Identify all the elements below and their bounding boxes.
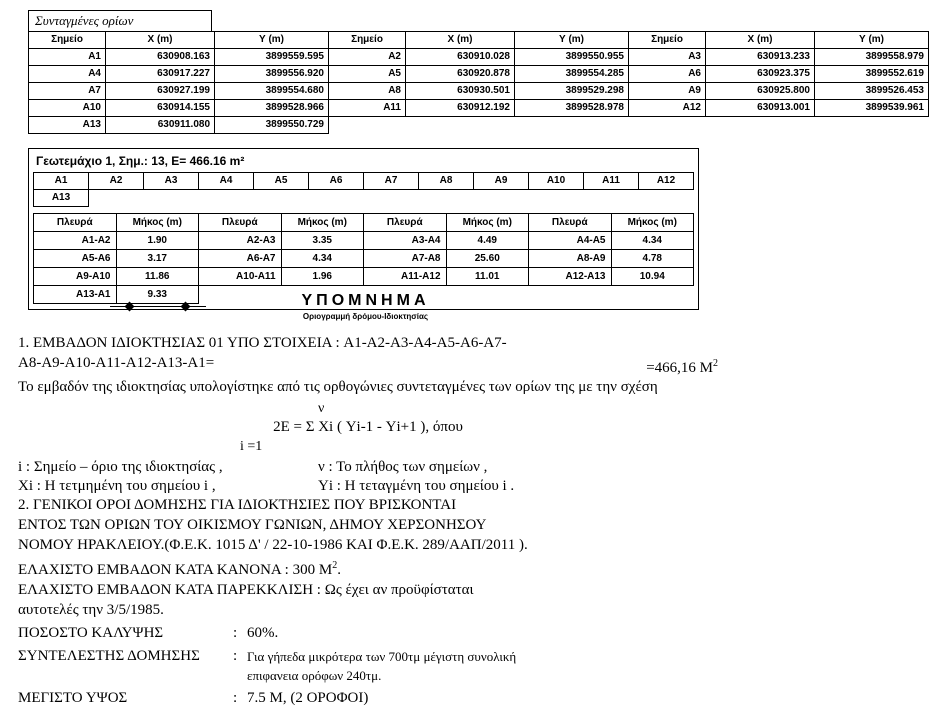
cell-empty [815, 117, 929, 134]
legend-section [0, 292, 731, 321]
point-cell: A1 [34, 173, 89, 190]
side-cell: A3-A4 [364, 232, 447, 250]
point-cell: A11 [584, 173, 639, 190]
length-cell: 4.49 [446, 232, 529, 250]
formula-expression: 2Ε = Σ Χi ( Υi-1 - Υi+1 ), όπου [273, 419, 463, 435]
coverage-separator: : [233, 625, 238, 641]
coverage-row [18, 624, 718, 643]
table-row [29, 83, 929, 100]
formula-legend-i: i : Σημείο – όριο της ιδιοκτησίας , [18, 459, 223, 475]
col-header-point-1: Σημείο [29, 32, 106, 49]
point-cell: A13 [34, 190, 89, 207]
cell-empty [629, 117, 706, 134]
cell: A5 [329, 66, 406, 83]
point-cell: A4 [199, 173, 254, 190]
far-value-line2: επιφανεια ορόφων 240τμ. [247, 668, 382, 683]
note-item2-line2: ΕΝΤΟΣ ΤΩΝ ΟΡΙΩΝ ΤΟΥ ΟΙΚΙΣΜΟΥ ΓΩΝΙΩΝ, ΔΗΜΟΥ ΧΕΡΣΟΝΗΣΟΥ [18, 517, 487, 533]
cell: A10 [29, 100, 106, 117]
cell: 630914.155 [106, 100, 215, 117]
length-cell: 1.96 [281, 268, 364, 286]
cell-empty [144, 190, 199, 207]
col-header-length-3: Μήκος (m) [446, 214, 529, 232]
length-cell: 25.60 [446, 250, 529, 268]
side-cell: A9-A10 [34, 268, 117, 286]
cell: A9 [629, 83, 706, 100]
far-value-line1: Για γήπεδα μικρότερα των 700τμ μέγιστη συνολική [247, 649, 517, 664]
cell: 3899539.961 [815, 100, 929, 117]
cell: 3899528.978 [515, 100, 629, 117]
table-header-row [34, 214, 694, 232]
col-header-x-3: X (m) [706, 32, 815, 49]
note-item2-line3: ΝΟΜΟΥ ΗΡΑΚΛΕΙΟΥ.(Φ.Ε.Κ. 1015 Δ' / 22-10-1986 ΚΑΙ Φ.Ε.Κ. 289/ΑΑΠ/2011 ). [18, 537, 528, 553]
col-header-length-1: Μήκος (m) [116, 214, 199, 232]
point-cell: A5 [254, 173, 309, 190]
point-cell: A7 [364, 173, 419, 190]
note-item1-line1: 1. ΕΜΒΑΔΟΝ ΙΔΙΟΚΤΗΣΙΑΣ 01 ΥΠΟ ΣΤΟΙΧΕΙΑ : A1-A2-A3-A4-A5-A6-A7- [18, 335, 507, 351]
side-cell: A7-A8 [364, 250, 447, 268]
length-cell: 4.78 [611, 250, 694, 268]
table-header-row [29, 32, 929, 49]
parcel-heading: Γεωτεμάχιο 1, Σημ.: 13, Ε= 466.16 m² [36, 154, 245, 168]
formula-legend-yi: Υi : Η τεταγμένη του σημείου i . [318, 478, 515, 494]
cell-empty [309, 190, 364, 207]
cell: A7 [29, 83, 106, 100]
table-row [34, 173, 694, 190]
table-row [34, 250, 694, 268]
cell: 630908.163 [106, 49, 215, 66]
cell: A6 [629, 66, 706, 83]
cell: A4 [29, 66, 106, 83]
cell: 630925.800 [706, 83, 815, 100]
col-header-point-2: Σημείο [329, 32, 406, 49]
cell: 630911.080 [106, 117, 215, 134]
table-row [29, 117, 929, 134]
boundary-line-symbol-icon [110, 302, 206, 312]
cell-empty [419, 190, 474, 207]
col-header-side-2: Πλευρά [199, 214, 282, 232]
cell: 3899554.680 [215, 83, 329, 100]
point-cell: A12 [639, 173, 694, 190]
cell: A1 [29, 49, 106, 66]
note-item1-area-value: =466,16 $M^2$ [646, 358, 718, 376]
table-row [34, 268, 694, 286]
length-cell: 10.94 [611, 268, 694, 286]
side-cell: A13-A1 [34, 286, 117, 304]
point-cell: A10 [529, 173, 584, 190]
table-row [29, 66, 929, 83]
parcel-section [28, 148, 699, 310]
cell-empty [364, 190, 419, 207]
length-cell: 1.90 [116, 232, 199, 250]
note-item1-second: A8-A9-A10-A11-A12-A13-A1= [18, 355, 215, 371]
cell-empty [474, 190, 529, 207]
note-item1-line2 [18, 354, 718, 378]
area-formula [18, 399, 718, 456]
cell: 630913.001 [706, 100, 815, 117]
length-cell: 11.01 [446, 268, 529, 286]
col-header-length-2: Μήκος (m) [281, 214, 364, 232]
far-value [247, 647, 718, 685]
cell: 3899550.955 [515, 49, 629, 66]
formula-legend-row-1 [18, 458, 718, 477]
side-cell: A11-A12 [364, 268, 447, 286]
length-cell: 3.35 [281, 232, 364, 250]
cell: A2 [329, 49, 406, 66]
length-cell: 9.33 [116, 286, 199, 304]
formula-lower-limit: i =1 [240, 439, 263, 454]
cell-empty [329, 117, 406, 134]
side-cell: A4-A5 [529, 232, 612, 250]
col-header-point-3: Σημείο [629, 32, 706, 49]
col-header-length-4: Μήκος (m) [611, 214, 694, 232]
coordinates-title: Συνταγμένες ορίων [28, 10, 212, 31]
cell: 630930.501 [406, 83, 515, 100]
cell: 630920.878 [406, 66, 515, 83]
table-row [29, 100, 929, 117]
cell-empty [89, 190, 144, 207]
min-area-exception: ΕΛΑΧΙΣΤΟ ΕΜΒΑΔΟΝ ΚΑΤΑ ΠΑΡΕΚΚΛΙΣΗ : Ως έχει αν προϋφίσταται [18, 582, 474, 598]
formula-legend-n: ν : Το πλήθος των σημείων , [318, 459, 488, 475]
coordinates-section [28, 10, 924, 134]
col-header-x-2: X (m) [406, 32, 515, 49]
col-header-y-2: Υ (m) [515, 32, 629, 49]
cell-empty [254, 190, 309, 207]
side-cell: A6-A7 [199, 250, 282, 268]
formula-upper-limit: ν [318, 401, 325, 416]
cell: 3899556.920 [215, 66, 329, 83]
min-area-exception-cont: αυτοτελές την 3/5/1985. [18, 602, 164, 618]
cell: 630927.199 [106, 83, 215, 100]
point-cell: A9 [474, 173, 529, 190]
legend-subtitle: Οριογραμμή δρόμου-Ιδιοκτησίας [302, 312, 429, 321]
col-header-side-4: Πλευρά [529, 214, 612, 232]
point-cell: A8 [419, 173, 474, 190]
col-header-y-1: Υ (m) [215, 32, 329, 49]
table-row [34, 232, 694, 250]
length-cell: 11.86 [116, 268, 199, 286]
cell-empty [515, 117, 629, 134]
col-header-x-1: X (m) [106, 32, 215, 49]
cell: 3899559.595 [215, 49, 329, 66]
height-row [18, 689, 718, 708]
min-area-rule: ΕΛΑΧΙΣΤΟ ΕΜΒΑΔΟΝ ΚΑΤΑ ΚΑΝΟΝΑ : 300 $M^2$. [18, 560, 341, 578]
legend-diamond-icon [125, 302, 135, 312]
cell: 3899552.619 [815, 66, 929, 83]
cell: 3899550.729 [215, 117, 329, 134]
coverage-value: 60%. [247, 625, 279, 641]
cell: A3 [629, 49, 706, 66]
col-header-y-3: Υ (m) [815, 32, 929, 49]
table-row [29, 49, 929, 66]
legend-title: ΥΠΟΜΝΗΜΑ [301, 292, 430, 309]
cell: 3899526.453 [815, 83, 929, 100]
point-cell: A3 [144, 173, 199, 190]
side-cell: A5-A6 [34, 250, 117, 268]
side-cell: A10-A11 [199, 268, 282, 286]
cell: A11 [329, 100, 406, 117]
far-row [18, 647, 718, 685]
cell-empty [406, 117, 515, 134]
notes-section [18, 334, 718, 708]
cell: 630913.233 [706, 49, 815, 66]
height-value: 7.5 Μ, (2 ΟΡΟΦΟΙ) [247, 690, 369, 706]
point-cell: A6 [309, 173, 364, 190]
cell: 3899554.285 [515, 66, 629, 83]
length-cell: 4.34 [281, 250, 364, 268]
point-cell: A2 [89, 173, 144, 190]
cell: A8 [329, 83, 406, 100]
cell-empty [706, 117, 815, 134]
cell: 630910.028 [406, 49, 515, 66]
side-cell: A2-A3 [199, 232, 282, 250]
cell: 3899558.979 [815, 49, 929, 66]
cell: A13 [29, 117, 106, 134]
far-label: ΣΥΝΤΕΛΕΣΤΗΣ ΔΟΜΗΣΗΣ [18, 648, 200, 664]
parcel-sides-table [33, 213, 694, 304]
cell: 630912.192 [406, 100, 515, 117]
formula-legend-row-2 [18, 477, 718, 496]
side-cell: A1-A2 [34, 232, 117, 250]
height-label: ΜΕΓΙΣΤΟ ΥΨΟΣ [18, 690, 128, 706]
coverage-label: ΠΟΣΟΣΤΟ ΚΑΛΥΨΗΣ [18, 625, 164, 641]
side-cell: A12-A13 [529, 268, 612, 286]
length-cell: 4.34 [611, 232, 694, 250]
cell-empty [639, 190, 694, 207]
cell: 630917.227 [106, 66, 215, 83]
formula-legend-xi: Χi : Η τετμημένη του σημείου i , [18, 478, 216, 494]
cell-empty [529, 190, 584, 207]
legend-diamond-icon [181, 302, 191, 312]
parcel-points-table [33, 172, 694, 207]
coordinates-table [28, 31, 929, 134]
cell: A12 [629, 100, 706, 117]
cell-empty [584, 190, 639, 207]
note-item1-explanation: Το εμβαδόν της ιδιοκτησίας υπολογίστηκε από τις ορθογώνιες συντεταγμένες των ορίων της με την σχέση [18, 379, 658, 395]
cell-empty [199, 190, 254, 207]
cell: 3899529.298 [515, 83, 629, 100]
cell: 3899528.966 [215, 100, 329, 117]
col-header-side-3: Πλευρά [364, 214, 447, 232]
height-separator: : [233, 690, 238, 706]
cell: 630923.375 [706, 66, 815, 83]
col-header-side-1: Πλευρά [34, 214, 117, 232]
table-row [34, 190, 694, 207]
side-cell: A8-A9 [529, 250, 612, 268]
note-item2-line1: 2. ΓΕΝΙΚΟΙ ΟΡΟΙ ΔΟΜΗΣΗΣ ΓΙΑ ΙΔΙΟΚΤΗΣΙΕΣ ΠΟΥ ΒΡΙΣΚΟΝΤΑΙ [18, 497, 457, 513]
far-separator: : [233, 648, 238, 664]
length-cell: 3.17 [116, 250, 199, 268]
